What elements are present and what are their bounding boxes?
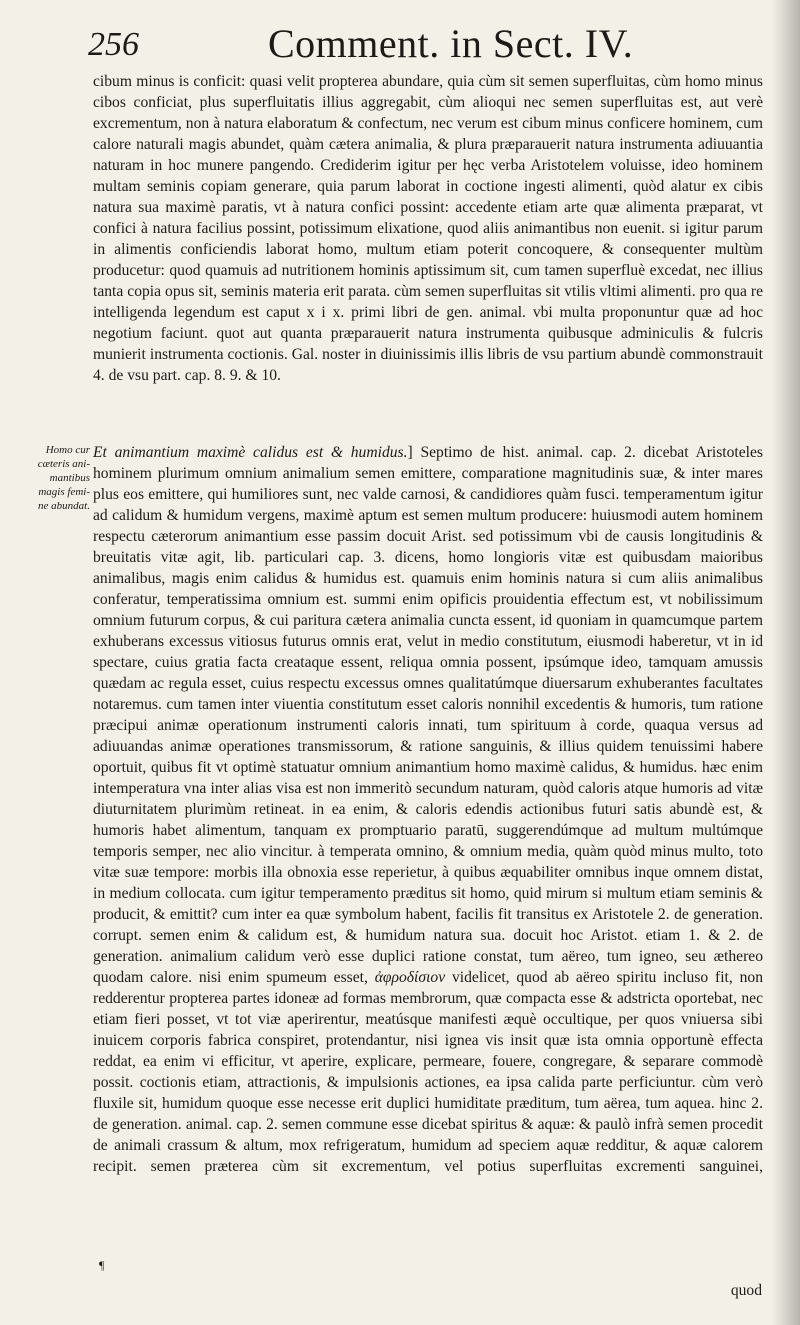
page-number: 256 — [88, 26, 139, 63]
running-title: Comment. in Sect. IV. — [268, 21, 634, 66]
paragraph-text: ] Septimo de hist. animal. cap. 2. dicebat Aristoteles hominem plurimum omnium animalium semen emittere, comparatione magnitudinis suæ, & inter mares plus eos emittere, qui humiliores sunt, nec valde carnosi, & candidiores quàm fusci. temperamentum igitur ad calidum & humidum vergens, maximè aptum est semen multum producere: huiusmodi autem hominem respectu cæterorum animantium esse passim docuit Arist. sed potissimum vbi de causis longitudinis & breuitatis vitæ agit, lib. particulari cap. 3. dicens, homo longioris vitæ est quibusdam maioribus animalibus, magis enim calidus & humidus est. quamuis enim hominis natura si cum aliis animalibus conferatur, temperatissima omnium est. summi enim opificis prouidentia effectum est, vt nobilissimum omnium futurum corpus, & cui paritura cætera animalia cuncta essent, id quoniam in quamcumque partem exhuberans excessus vitiosus futurus omnis erat, velut in medio constitutum, eiusmodi haberetur, vt in id spectare, cuius gratia facta creataque essent, reliqua omnia possent, ipsúmque ideo, tamquam amussis quædam ac regula esset, cuius respectu excessus omnes qualitatúmque diuersarum exhuberantes facultates notaremus. cum tamen inter viuentia constitutum esset caloris nonnihil excedentis & humoris, tum ratione præcipui animæ operationum instrumenti caloris innati, tum spirituum à corde, quaqua versus ad adiuuandas animæ operationes transmissorum, & ratione sanguinis, & illius quidem tenuissimi habere oportuit, quibus fit vt optimè statuatur omnium animantium homo maximè calidus, & humidus. hæc enim intemperatura vna inter alias visa est non immeritò secundum naturam, quòd caloris atque humoris ad vitæ diuturnitatem plurimùm retineat. in ea enim, & caloris edendis actionibus futuri satis abundè est, & humoris habet alimentum, tanquam ex promptuario paratū, suggerendúmque ad multum multúmque temporis semper, nec alio vincitur. à temperata omnino, & omnium media, quàm quòd minus multo, toto vitæ suæ tempore: morbis illa obnoxia esse reperietur, à quibus æquabiliter omnibus inque omnem distat, in medium collocata. cum igitur temperamento præditus sit homo, quid mirum si multum etiam seminis & producit, & emittit? cum inter ea quæ symbolum habent, facilis fit transitus ex Aristotele 2. de generation. corrupt. semen enim & calidum est, & humidum natura sua. docuit hoc Aristot. etiam 1. & 2. de generation. animalium calidum verò esse duplici ratione constat, tum aëreo, tum igneo, seu æthereo quodam calore. nisi enim spumeum esset, — [93, 444, 763, 986]
lemma-quote: Et animantium maximè calidus est & humidus. — [93, 444, 408, 461]
paragraph-text: cibum minus is conficit: quasi velit propterea abundare, quia cùm sit semen superfluitas, cùm homo minus cibos conficiat, plus superfluitatis illius aggregabit, cùm alioqui nec semen superfluitas est, aut verè excrementum, non à natura elaboratum & confectum, nec verum est cibum minus conficere hominem, cum calore naturali magis abundet, quàm cætera animalia, & plura præparauerit natura instrumenta adiuuantia naturam in hoc munere pangendo. Crediderim igitur per hęc verba Aristotelem voluisse, ideo hominem multam seminis copiam generare, quia parum laborat in coctione ingesti alimenti, quòd alatur ex cibis natura sua maximè paratis, vt à natura confici possint: accedente etiam arte quæ alimenta præparat, vt confici à natura facilius possint, potissimum elixatione, quod aliis animantibus non euenit. si igitur parum in alimentis conficiendis laborat homo, multum etiam poterit concoquere, & consequenter multùm producetur: quod quamuis ad nutritionem hominis aptissimum sit, cum tamen superfluè excedat, nec illius tanta copia opus sit, seminis materia erit parata. cùm semen superfluitas sit vtilis vltimi alimenti. pro qua re intelligenda legendum est caput x i x. primi libri de gen. animal. vbi multa proponuntur quæ ad hoc negotium faciunt. quot aut quanta præparauerit natura instrumenta quibusque adminiculis & fulcris munierit instrumenta coctionis. Gal. noster in diuinissimis illis libris de vsu partium abundè commonstrauit 4. de vsu part. cap. 8. 9. & 10. — [93, 73, 763, 384]
marginal-note — [12, 443, 90, 513]
marginal-note-line: Homo cur — [45, 444, 90, 456]
paragraph-commentary-2 — [93, 442, 763, 1177]
catchword: quod — [730, 1282, 762, 1299]
marginal-note-line: ne abundat. — [38, 500, 90, 512]
paragraph-commentary-1 — [93, 71, 763, 386]
margin-mark: ¶ — [99, 1258, 105, 1272]
marginal-note-line: mantibus — [49, 472, 90, 484]
greek-word: ἀφροδίσιον — [374, 969, 446, 986]
marginal-note-line: magis femi- — [38, 486, 90, 498]
page-edge-shadow — [772, 0, 800, 1325]
marginal-note-line: cæteris ani- — [37, 458, 90, 470]
page-header — [88, 20, 768, 70]
paragraph-text-continued: videlicet, quod ab aëreo spiritu incluso fit, non redderentur propterea partes idoneæ ad formas membrorum, quæ compacta esse & adstricta oportebat, nec etiam fieri posset, vt tot viæ aperirentur, meatúsque manifesti æquè occultique, per quos vniuersa sibi inuicem corporis fabrica conspiret, protendantur, nisi ignea vis insit quæ ista omnia opportunè effecta reddat, ea enim vi efficitur, vt aperire, explicare, permeare, fouere, congregare, & separare commodè possit. coctionis etiam, attractionis, & impulsionis actiones, ea ipsa calida parte perficiuntur. cùm verò fluxile sit, humidum quoque esse necesse erit duplici humiditate præditum, tum aërea, tum aquea. hinc 2. de generation. animal. cap. 2. semen commune esse dicebat spiritus & aquæ: & paulò infrà semen procedit de animali crassum & altum, mox refrigeratum, humidum ad speciem aquæ redditur, & aquæ calorem recipit. semen præterea cùm sit excrementum, vel potius superfluitas excrementi sanguinei, — [93, 969, 763, 1175]
